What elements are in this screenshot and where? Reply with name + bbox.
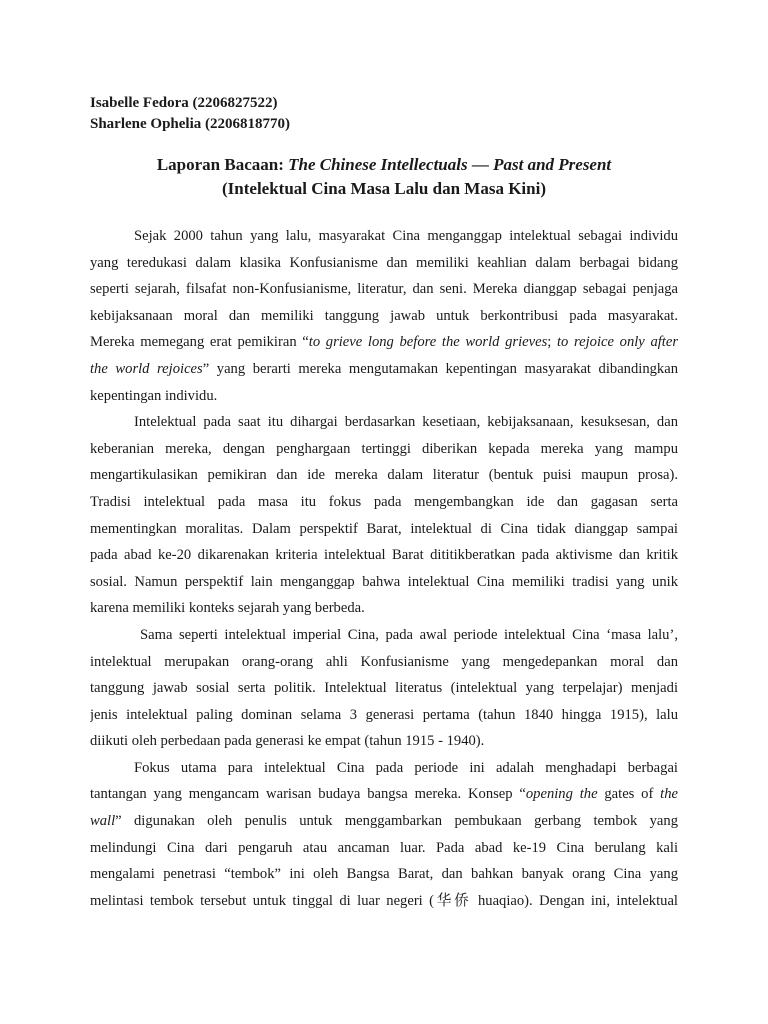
- quote-italic: the world rejoices: [90, 360, 203, 377]
- author-line: Sharlene Ophelia (2206818770): [90, 115, 291, 132]
- quote-italic: wall: [90, 813, 116, 830]
- quote-italic: to grieve long before the world grieves: [308, 334, 548, 351]
- text-line: Sama seperti intelektual imperial Cina, pada awal periode intelektual Cina ‘masa lalu’,: [140, 626, 678, 643]
- text-line: yang teredukasi dalam klasika Konfusianisme dan memiliki keahlian dalam berbagai bidang: [90, 254, 678, 271]
- text-line: tanggung jawab sosial serta politik. Intelektual literatus (intelektual yang terpelajar) menjadi: [90, 680, 678, 697]
- title-italic-2: Past and Present: [493, 155, 612, 174]
- text-line: mengartikulasikan pemikiran dan ide mereka dalam literatur (bentuk puisi maupun prosa).: [90, 467, 678, 484]
- text-run: Mereka memegang erat pemikiran “: [90, 334, 309, 351]
- text-line: [90, 781, 678, 808]
- paragraph-3: [90, 622, 678, 755]
- text-line: Sejak 2000 tahun yang lalu, masyarakat Cina menganggap intelektual sebagai individu: [134, 228, 678, 244]
- quote-italic: opening the: [525, 786, 598, 803]
- text-line: diikuti oleh perbedaan pada generasi ke empat (tahun 1915 - 1940).: [90, 733, 485, 750]
- text-line: jenis intelektual paling dominan selama 3 generasi pertama (tahun 1840 hingga 1915), lalu: [90, 706, 678, 723]
- text-line: karena memiliki konteks sejarah yang berbeda.: [90, 600, 365, 617]
- text-line: mengalami penetrasi “tembok” ini oleh Bangsa Barat, dan bahkan banyak orang Cina yang: [90, 866, 678, 883]
- author-line: Isabelle Fedora (2206827522): [90, 95, 278, 111]
- text-line: mementingkan moralitas. Dalam perspektif Barat, intelektual di Cina tidak dianggap sampai: [90, 520, 678, 537]
- text-run: ;: [547, 334, 557, 351]
- paragraph-4: [90, 755, 678, 915]
- title-italic: The Chinese Intellectuals: [288, 155, 468, 174]
- text-line: kepentingan individu.: [90, 387, 218, 404]
- text-line: melindungi Cina dari pengaruh atau ancaman luar. Pada abad ke-19 Cina berulang kali: [90, 839, 678, 856]
- report-subtitle: (Intelektual Cina Masa Lalu dan Masa Kini): [222, 179, 546, 198]
- title-prefix: Laporan Bacaan:: [156, 155, 289, 174]
- text-line: sosial. Namun perspektif lain menganggap bahwa intelektual Cina memiliki tradisi yang unik: [90, 573, 678, 590]
- quote-italic: to rejoice only after: [557, 334, 678, 351]
- text-run: gates of: [597, 786, 661, 803]
- paragraph-1: [90, 223, 678, 409]
- text-line: [90, 356, 678, 383]
- text-run: ” digunakan oleh penulis untuk menggambarkan pembukaan gerbang tembok yang: [115, 813, 678, 830]
- text-line: seperti sejarah, filsafat non-Konfusianisme, literatur, dan seni. Mereka dianggap sebagai penjaga: [90, 281, 678, 298]
- text-line: Fokus utama para intelektual Cina pada periode ini adalah menghadapi berbagai: [134, 759, 678, 776]
- paragraph-2: [90, 409, 678, 622]
- report-body: [90, 223, 678, 914]
- report-title: [0, 153, 768, 176]
- text-run: ” yang berarti mereka mengutamakan kepentingan masyarakat dibandingkan: [202, 360, 678, 377]
- text-line: melintasi tembok tersebut untuk tinggal di luar negeri (华侨 huaqiao). Dengan ini, intelektual: [90, 892, 678, 909]
- text-line: keberanian mereka, dengan penghargaan tertinggi diberikan kepada mereka yang mampu: [90, 440, 678, 457]
- quote-italic: the: [660, 786, 678, 803]
- text-line: Tradisi intelektual pada masa itu fokus pada mengembangkan ide dan gagasan serta: [90, 493, 678, 510]
- title-dash: —: [467, 155, 494, 174]
- text-line: Intelektual pada saat itu dihargai berdasarkan kesetiaan, kebijaksanaan, kesuksesan, dan: [134, 414, 678, 431]
- text-line: [90, 329, 678, 356]
- text-line: pada abad ke-20 dikarenakan kriteria intelektual Barat dititikberatkan pada aktivisme dan kritik: [90, 547, 678, 564]
- text-line: [90, 808, 678, 835]
- text-line: intelektual merupakan orang-orang ahli Konfusianisme yang mengedepankan moral dan: [90, 653, 678, 670]
- text-run: tantangan yang mengancam warisan budaya bangsa mereka. Konsep “: [90, 786, 526, 803]
- text-line: kebijaksanaan moral dan memiliki tanggung jawab untuk berkontribusi pada masyarakat.: [90, 307, 678, 324]
- author-block: [90, 93, 290, 134]
